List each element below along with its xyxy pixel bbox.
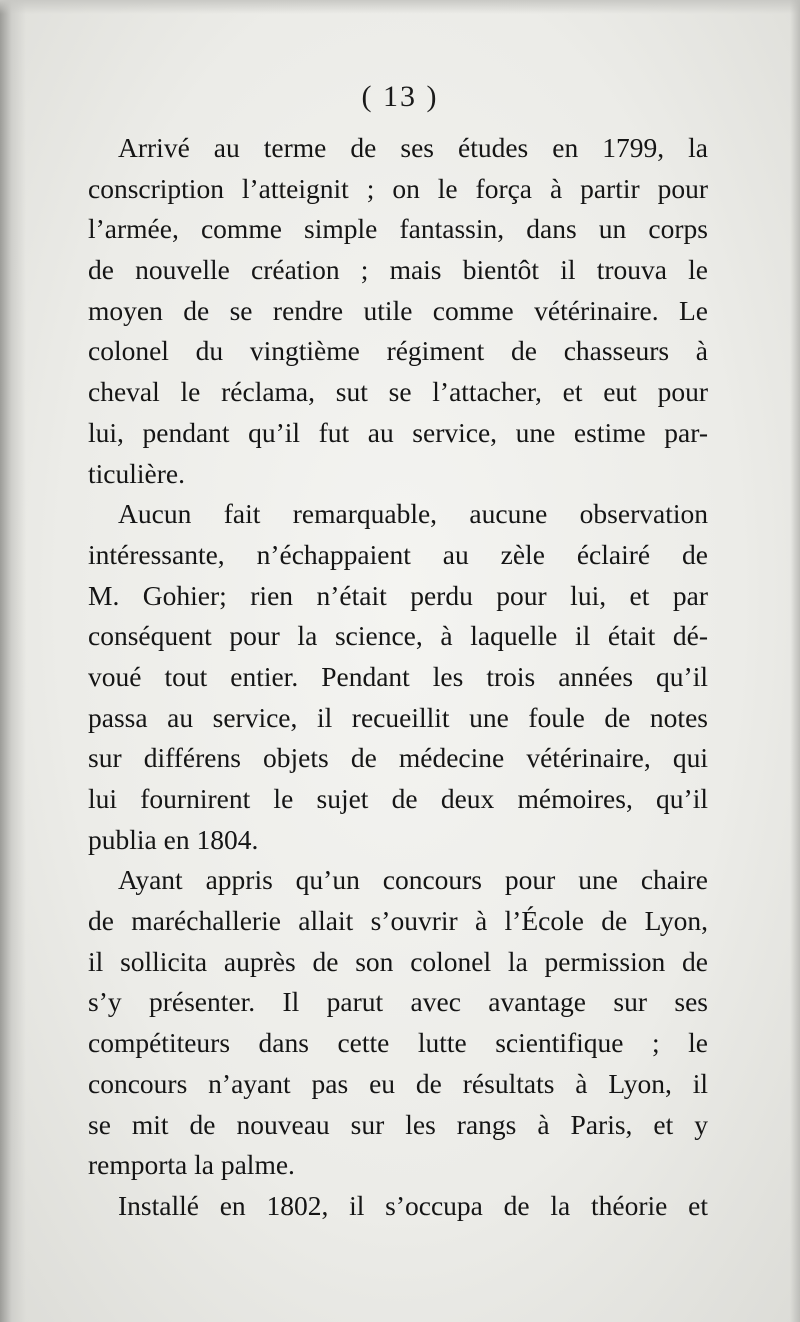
page-top-edge-shadow bbox=[0, 0, 800, 14]
text-line: de nouvelle création ; mais bientôt il trouva le bbox=[88, 254, 708, 286]
text-line: sur différens objets de médecine vétérinaire, qui bbox=[88, 742, 708, 774]
page-right-edge-shadow bbox=[790, 0, 800, 1322]
text-line: passa au service, il recueillit une foule de notes bbox=[88, 701, 708, 733]
text-line: colonel du vingtième régiment de chasseurs à bbox=[88, 335, 708, 367]
text-line: voué tout entier. Pendant les trois années qu’il bbox=[88, 660, 708, 692]
text-line: lui fournirent le sujet de deux mémoires, qu’il bbox=[88, 783, 708, 814]
text-line: cheval le réclama, sut se l’attacher, et eut pour bbox=[88, 376, 708, 408]
text-line: lui, pendant qu’il fut au service, une estime par- bbox=[88, 416, 708, 448]
text-line: moyen de se rendre utile comme vétérinaire. Le bbox=[88, 294, 708, 326]
text-line: remporta la palme. bbox=[88, 1149, 295, 1181]
page-number: ( 13 ) bbox=[361, 80, 439, 113]
text-line: l’armée, comme simple fantassin, dans un corps bbox=[88, 213, 708, 245]
text-line: Installé en 1802, il s’occupa de la théorie et bbox=[118, 1189, 708, 1221]
text-line: M. Gohier; rien n’était perdu pour lui, et par bbox=[88, 579, 708, 611]
text-line: se mit de nouveau sur les rangs à Paris, et y bbox=[88, 1108, 708, 1140]
body-text bbox=[88, 128, 708, 1227]
text-line: Aucun fait remarquable, aucune observation bbox=[118, 498, 708, 530]
text-line: ticulière. bbox=[88, 457, 185, 489]
text-line: concours n’ayant pas eu de résultats à Lyon, il bbox=[88, 1067, 708, 1099]
text-line: Ayant appris qu’un concours pour une chaire bbox=[118, 864, 708, 896]
text-line: de maréchallerie allait s’ouvrir à l’École de Lyon, bbox=[88, 905, 708, 937]
text-line: il sollicita auprès de son colonel la permission de bbox=[88, 945, 708, 977]
text-line: Arrivé au terme de ses études en 1799, la bbox=[118, 132, 708, 163]
page-left-edge-shadow bbox=[0, 0, 26, 1322]
text-line: compétiteurs dans cette lutte scientifique ; le bbox=[88, 1027, 708, 1059]
text-line: conséquent pour la science, à laquelle il était dé- bbox=[88, 620, 708, 652]
text-line: s’y présenter. Il parut avec avantage sur ses bbox=[88, 986, 708, 1018]
text-line: conscription l’atteignit ; on le força à partir pour bbox=[88, 172, 708, 204]
text-line: publia en 1804. bbox=[88, 823, 259, 855]
text-line: intéressante, n’échappaient au zèle éclairé de bbox=[88, 538, 708, 570]
